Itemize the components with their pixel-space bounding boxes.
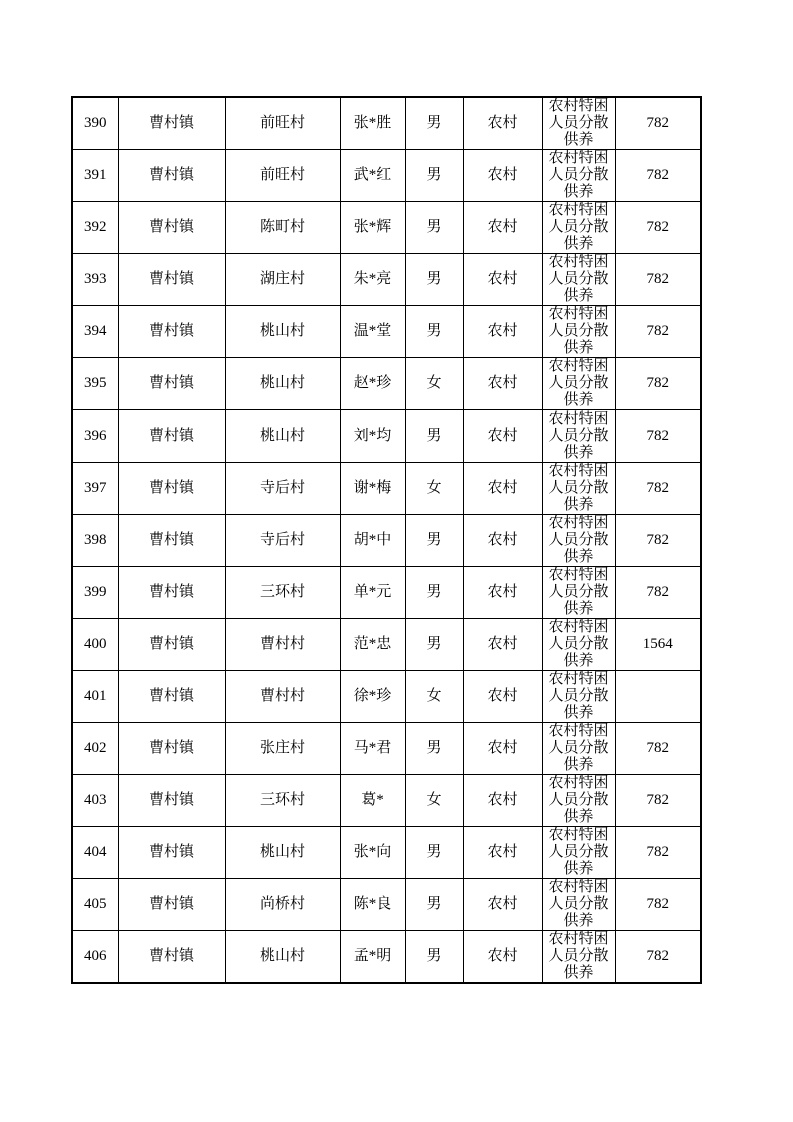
cell-person-name: 张*胜 xyxy=(340,97,405,150)
cell-region: 农村 xyxy=(463,670,542,722)
cell-person-name: 武*红 xyxy=(340,150,405,202)
cell-amount: 782 xyxy=(615,723,701,775)
cell-region: 农村 xyxy=(463,514,542,566)
cell-region: 农村 xyxy=(463,358,542,410)
cell-village: 三环村 xyxy=(225,566,340,618)
cell-serial-number: 398 xyxy=(72,514,118,566)
cell-amount: 782 xyxy=(615,410,701,462)
cell-category xyxy=(542,618,615,670)
table-row xyxy=(72,410,701,462)
table-row xyxy=(72,931,701,984)
cell-category xyxy=(542,931,615,984)
table-row xyxy=(72,358,701,410)
table-row xyxy=(72,254,701,306)
cell-person-name: 徐*珍 xyxy=(340,670,405,722)
cell-person-name: 陈*良 xyxy=(340,879,405,931)
cell-region: 农村 xyxy=(463,931,542,984)
cell-village: 陈町村 xyxy=(225,202,340,254)
cell-category xyxy=(542,879,615,931)
cell-category xyxy=(542,827,615,879)
cell-gender: 男 xyxy=(405,306,463,358)
cell-village: 桃山村 xyxy=(225,827,340,879)
cell-town: 曹村镇 xyxy=(118,514,225,566)
cell-town: 曹村镇 xyxy=(118,723,225,775)
category-text: 农村特困人员分散供养 xyxy=(548,827,609,878)
cell-category xyxy=(542,514,615,566)
category-text: 农村特困人员分散供养 xyxy=(548,566,609,617)
table-row xyxy=(72,306,701,358)
cell-town: 曹村镇 xyxy=(118,827,225,879)
cell-region: 农村 xyxy=(463,566,542,618)
table-row xyxy=(72,462,701,514)
cell-amount: 782 xyxy=(615,514,701,566)
cell-gender: 男 xyxy=(405,879,463,931)
cell-gender: 女 xyxy=(405,775,463,827)
cell-gender: 男 xyxy=(405,566,463,618)
cell-person-name: 张*向 xyxy=(340,827,405,879)
cell-serial-number: 393 xyxy=(72,254,118,306)
cell-village: 桃山村 xyxy=(225,410,340,462)
category-text: 农村特困人员分散供养 xyxy=(548,670,609,721)
cell-person-name: 谢*梅 xyxy=(340,462,405,514)
cell-person-name: 孟*明 xyxy=(340,931,405,984)
cell-village: 寺后村 xyxy=(225,462,340,514)
cell-village: 桃山村 xyxy=(225,931,340,984)
cell-category xyxy=(542,306,615,358)
cell-amount: 782 xyxy=(615,827,701,879)
category-text: 农村特困人员分散供养 xyxy=(548,723,609,774)
welfare-roster-table xyxy=(71,96,702,984)
cell-person-name: 单*元 xyxy=(340,566,405,618)
cell-gender: 男 xyxy=(405,723,463,775)
cell-region: 农村 xyxy=(463,723,542,775)
category-text: 农村特困人员分散供养 xyxy=(548,358,609,409)
cell-town: 曹村镇 xyxy=(118,410,225,462)
table-row xyxy=(72,827,701,879)
cell-town: 曹村镇 xyxy=(118,566,225,618)
category-text: 农村特困人员分散供养 xyxy=(548,931,609,982)
cell-town: 曹村镇 xyxy=(118,931,225,984)
cell-amount: 782 xyxy=(615,254,701,306)
cell-serial-number: 403 xyxy=(72,775,118,827)
cell-person-name: 马*君 xyxy=(340,723,405,775)
table-row xyxy=(72,97,701,150)
cell-serial-number: 400 xyxy=(72,618,118,670)
cell-gender: 男 xyxy=(405,202,463,254)
cell-person-name: 胡*中 xyxy=(340,514,405,566)
cell-category xyxy=(542,775,615,827)
cell-person-name: 温*堂 xyxy=(340,306,405,358)
cell-amount: 782 xyxy=(615,150,701,202)
cell-category xyxy=(542,202,615,254)
cell-category xyxy=(542,150,615,202)
cell-gender: 男 xyxy=(405,827,463,879)
cell-amount: 782 xyxy=(615,775,701,827)
cell-amount: 782 xyxy=(615,566,701,618)
cell-town: 曹村镇 xyxy=(118,618,225,670)
category-text: 农村特困人员分散供养 xyxy=(548,254,609,305)
cell-serial-number: 395 xyxy=(72,358,118,410)
cell-town: 曹村镇 xyxy=(118,202,225,254)
cell-gender: 女 xyxy=(405,462,463,514)
cell-region: 农村 xyxy=(463,775,542,827)
cell-gender: 男 xyxy=(405,514,463,566)
cell-serial-number: 405 xyxy=(72,879,118,931)
cell-town: 曹村镇 xyxy=(118,97,225,150)
cell-person-name: 范*忠 xyxy=(340,618,405,670)
cell-category xyxy=(542,254,615,306)
cell-region: 农村 xyxy=(463,827,542,879)
table-row xyxy=(72,723,701,775)
cell-region: 农村 xyxy=(463,462,542,514)
cell-region: 农村 xyxy=(463,150,542,202)
cell-village: 桃山村 xyxy=(225,306,340,358)
cell-village: 三环村 xyxy=(225,775,340,827)
table-body xyxy=(72,97,701,983)
cell-town: 曹村镇 xyxy=(118,879,225,931)
cell-gender: 男 xyxy=(405,150,463,202)
cell-region: 农村 xyxy=(463,618,542,670)
cell-region: 农村 xyxy=(463,306,542,358)
category-text: 农村特困人员分散供养 xyxy=(548,98,609,148)
cell-person-name: 张*辉 xyxy=(340,202,405,254)
cell-person-name: 刘*均 xyxy=(340,410,405,462)
cell-serial-number: 397 xyxy=(72,462,118,514)
table-row xyxy=(72,514,701,566)
cell-category xyxy=(542,410,615,462)
cell-region: 农村 xyxy=(463,410,542,462)
cell-gender: 男 xyxy=(405,618,463,670)
category-text: 农村特困人员分散供养 xyxy=(548,618,609,669)
category-text: 农村特困人员分散供养 xyxy=(548,150,609,201)
table-row xyxy=(72,202,701,254)
cell-serial-number: 404 xyxy=(72,827,118,879)
cell-gender: 男 xyxy=(405,410,463,462)
cell-amount: 782 xyxy=(615,97,701,150)
cell-village: 桃山村 xyxy=(225,358,340,410)
cell-category xyxy=(542,670,615,722)
category-text: 农村特困人员分散供养 xyxy=(548,462,609,513)
table-row xyxy=(72,879,701,931)
cell-region: 农村 xyxy=(463,879,542,931)
cell-category xyxy=(542,566,615,618)
cell-serial-number: 401 xyxy=(72,670,118,722)
cell-village: 曹村村 xyxy=(225,670,340,722)
cell-village: 寺后村 xyxy=(225,514,340,566)
category-text: 农村特困人员分散供养 xyxy=(548,306,609,357)
cell-region: 农村 xyxy=(463,97,542,150)
cell-amount: 782 xyxy=(615,306,701,358)
cell-town: 曹村镇 xyxy=(118,150,225,202)
cell-town: 曹村镇 xyxy=(118,670,225,722)
table-row xyxy=(72,618,701,670)
cell-person-name: 朱*亮 xyxy=(340,254,405,306)
cell-serial-number: 391 xyxy=(72,150,118,202)
cell-village: 曹村村 xyxy=(225,618,340,670)
cell-person-name: 赵*珍 xyxy=(340,358,405,410)
cell-town: 曹村镇 xyxy=(118,775,225,827)
category-text: 农村特困人员分散供养 xyxy=(548,514,609,565)
table-row xyxy=(72,150,701,202)
cell-category xyxy=(542,723,615,775)
cell-person-name: 葛* xyxy=(340,775,405,827)
cell-gender: 女 xyxy=(405,670,463,722)
cell-gender: 男 xyxy=(405,97,463,150)
cell-amount xyxy=(615,670,701,722)
cell-gender: 女 xyxy=(405,358,463,410)
cell-category xyxy=(542,462,615,514)
cell-serial-number: 406 xyxy=(72,931,118,984)
cell-category xyxy=(542,97,615,150)
cell-gender: 男 xyxy=(405,931,463,984)
category-text: 农村特困人员分散供养 xyxy=(548,202,609,253)
table-row xyxy=(72,566,701,618)
cell-village: 尚桥村 xyxy=(225,879,340,931)
cell-town: 曹村镇 xyxy=(118,254,225,306)
cell-amount: 782 xyxy=(615,879,701,931)
category-text: 农村特困人员分散供养 xyxy=(548,879,609,930)
cell-amount: 782 xyxy=(615,358,701,410)
cell-serial-number: 392 xyxy=(72,202,118,254)
cell-serial-number: 390 xyxy=(72,97,118,150)
cell-town: 曹村镇 xyxy=(118,462,225,514)
cell-serial-number: 394 xyxy=(72,306,118,358)
cell-town: 曹村镇 xyxy=(118,306,225,358)
cell-amount: 1564 xyxy=(615,618,701,670)
cell-amount: 782 xyxy=(615,931,701,984)
cell-region: 农村 xyxy=(463,254,542,306)
cell-category xyxy=(542,358,615,410)
cell-region: 农村 xyxy=(463,202,542,254)
table-row xyxy=(72,775,701,827)
cell-amount: 782 xyxy=(615,462,701,514)
cell-amount: 782 xyxy=(615,202,701,254)
cell-serial-number: 396 xyxy=(72,410,118,462)
cell-town: 曹村镇 xyxy=(118,358,225,410)
cell-village: 前旺村 xyxy=(225,150,340,202)
cell-serial-number: 402 xyxy=(72,723,118,775)
cell-village: 张庄村 xyxy=(225,723,340,775)
table-row xyxy=(72,670,701,722)
category-text: 农村特困人员分散供养 xyxy=(548,410,609,461)
category-text: 农村特困人员分散供养 xyxy=(548,775,609,826)
cell-village: 湖庄村 xyxy=(225,254,340,306)
cell-gender: 男 xyxy=(405,254,463,306)
cell-serial-number: 399 xyxy=(72,566,118,618)
cell-village: 前旺村 xyxy=(225,97,340,150)
